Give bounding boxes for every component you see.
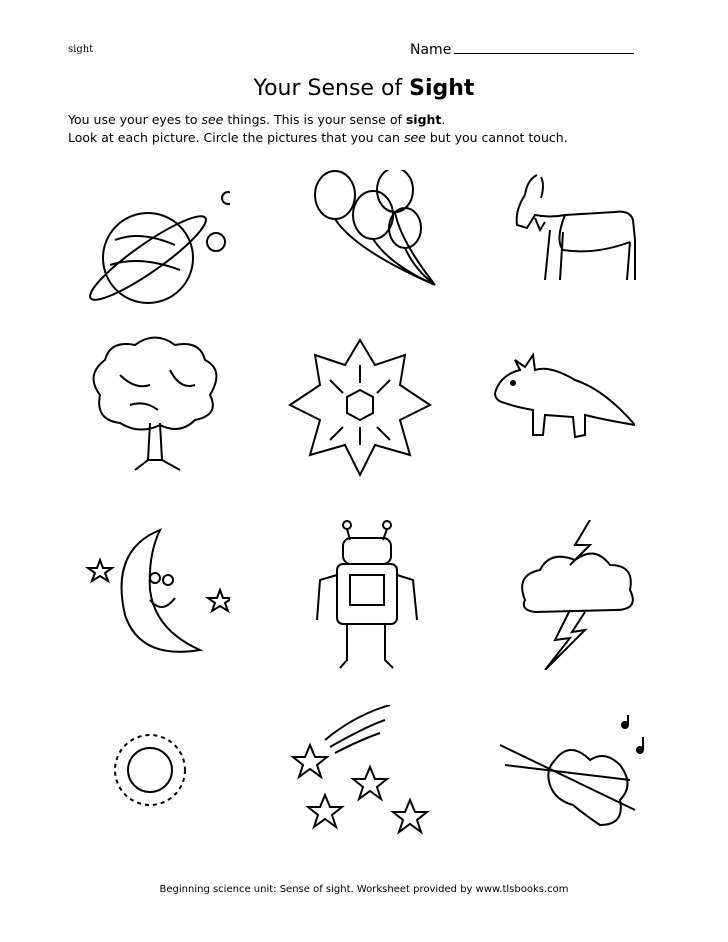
moon-picture[interactable] (80, 520, 230, 670)
corner-label: sight (68, 44, 94, 55)
tree-picture[interactable] (80, 335, 230, 485)
violin-icon (495, 715, 645, 865)
instr-text: but you cannot touch. (425, 130, 568, 145)
page-title (0, 76, 728, 101)
planet-picture[interactable] (80, 170, 230, 320)
goat-picture[interactable] (505, 170, 655, 320)
name-line[interactable] (454, 41, 634, 54)
name-label: Name (410, 42, 452, 58)
sun-icon (95, 725, 245, 875)
lightning-cloud-picture[interactable] (510, 520, 660, 670)
title-bold: Sight (409, 76, 475, 101)
footer-credit: Beginning science unit: Sense of sight. Worksheet provided by www.tlsbooks.com (159, 884, 569, 895)
violin-picture[interactable] (495, 715, 645, 865)
name-field[interactable] (410, 41, 634, 58)
sun-picture[interactable] (95, 725, 245, 875)
instr-emph: see (201, 112, 224, 127)
planet-icon (80, 170, 230, 320)
instructions (68, 111, 568, 147)
robot-icon (295, 520, 445, 670)
snowflake-picture[interactable] (285, 335, 435, 485)
dinosaur-icon (485, 335, 635, 485)
instr-text: things. This is your sense of (223, 112, 406, 127)
instruction-line-1 (68, 111, 568, 129)
instr-text: You use your eyes to (68, 112, 202, 127)
lightning-cloud-icon (510, 520, 660, 670)
robot-picture[interactable] (295, 520, 445, 670)
shooting-stars-icon (285, 705, 435, 855)
shooting-stars-picture[interactable] (285, 705, 435, 855)
instr-text: Look at each picture. Circle the pictures that you can (68, 130, 404, 145)
dinosaur-picture[interactable] (485, 335, 635, 485)
moon-icon (80, 520, 230, 670)
instr-text: . (441, 112, 446, 127)
instr-bold: sight (405, 112, 442, 127)
snowflake-icon (285, 335, 435, 485)
instruction-line-2 (68, 129, 568, 147)
balloons-icon (295, 170, 445, 320)
balloons-picture[interactable] (295, 170, 445, 320)
title-prefix: Your Sense of (253, 76, 410, 101)
picture-grid (80, 170, 660, 860)
tree-icon (80, 335, 230, 485)
instr-emph: see (403, 130, 426, 145)
goat-icon (505, 170, 655, 320)
